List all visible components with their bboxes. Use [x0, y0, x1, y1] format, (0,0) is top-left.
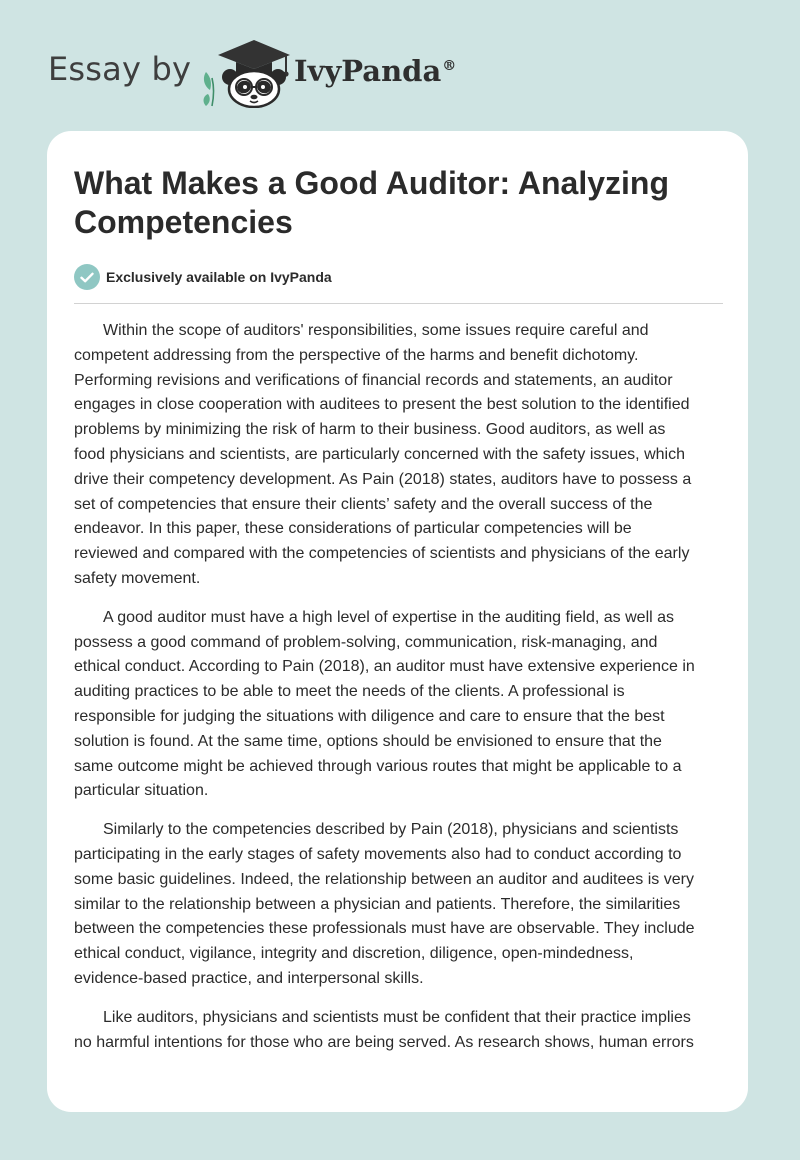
essay-body: [74, 319, 734, 1069]
text-line: auditing practices to be able to meet the needs of the clients. A professional is: [74, 683, 625, 701]
text-line: participating in the early stages of safety movements also had to conduct according to: [74, 845, 682, 863]
text-line: Like auditors, physicians and scientists must be confident that their practice implies: [103, 1008, 691, 1026]
text-line: set of competencies that ensure their clients’ safety and the overall success of the: [74, 495, 653, 513]
text-line: ethical conduct, vigilance, integrity and discretion, diligence, open-mindedness,: [74, 945, 634, 963]
text-line: no harmful intentions for those who are being served. As research shows, human errors: [74, 1033, 694, 1051]
site-header: [48, 34, 478, 108]
text-line: competent addressing from the perspective of the harms and benefit dichotomy.: [74, 346, 639, 364]
text-line: between the competencies these professionals must have are observable. They include: [74, 920, 695, 938]
text-line: particular situation.: [74, 782, 209, 800]
exclusive-badge: [74, 264, 332, 290]
text-line: Within the scope of auditors' responsibilities, some issues require careful and: [103, 322, 649, 339]
paragraph: [74, 319, 734, 592]
text-line: responsible for judging the situations with diligence and care to ensure that the best: [74, 707, 665, 725]
exclusive-badge-label: Exclusively available on IvyPanda: [106, 269, 332, 285]
text-line: Performing revisions and verifications of financial records and statements, an auditor: [74, 371, 673, 389]
registered-mark: ®: [442, 58, 457, 75]
text-line: same outcome might be achieved through various routes that might be applicable to a: [74, 757, 682, 775]
paragraph: [74, 1006, 734, 1056]
text-line: endeavor. In this paper, these considerations of particular competencies will be: [74, 520, 632, 538]
text-line: safety movement.: [74, 569, 201, 587]
essay-by-label: Essay by: [48, 50, 192, 88]
text-line: evidence-based practice, and interpersonal skills.: [74, 969, 424, 987]
checkmark-icon: [74, 264, 100, 290]
text-line: problems by minimizing the risk of harm to their business. Good auditors, as well as: [74, 421, 666, 439]
text-line: possess a good command of problem-solving, communication, risk-managing, and: [74, 633, 658, 651]
divider: [74, 303, 723, 304]
text-line: solution is found. At the same time, options should be envisioned to ensure that the: [74, 732, 662, 750]
brand-name[interactable]: IvyPanda®: [294, 54, 457, 88]
text-line: drive their competency development. As Pain (2018) states, auditors have to possess a: [74, 470, 692, 488]
text-line: engages in close cooperation with auditees to present the best solution to the identified: [74, 396, 690, 414]
text-line: similar to the relationship between a physician and patients. Therefore, the similarities: [74, 895, 681, 913]
essay-card: [47, 131, 748, 1112]
panda-graduation-cap-icon[interactable]: [200, 34, 296, 108]
text-line: reviewed and compared with the competencies of scientists and physicians of the early: [74, 545, 690, 563]
title-line: What Makes a Good Auditor: Analyzing: [74, 165, 669, 201]
paragraph: [74, 606, 734, 804]
text-line: food physicians and scientists, are particularly concerned with the safety issues, which: [74, 445, 685, 463]
essay-title: [74, 164, 724, 242]
text-line: ethical conduct. According to Pain (2018), an auditor must have extensive experience in: [74, 658, 695, 676]
paragraph: [74, 818, 734, 992]
text-line: A good auditor must have a high level of expertise in the auditing field, as well as: [103, 608, 675, 626]
text-line: Similarly to the competencies described by Pain (2018), physicians and scientists: [103, 821, 679, 839]
text-line: some basic guidelines. Indeed, the relationship between an auditor and auditees is very: [74, 870, 694, 888]
title-line: Competencies: [74, 204, 293, 240]
